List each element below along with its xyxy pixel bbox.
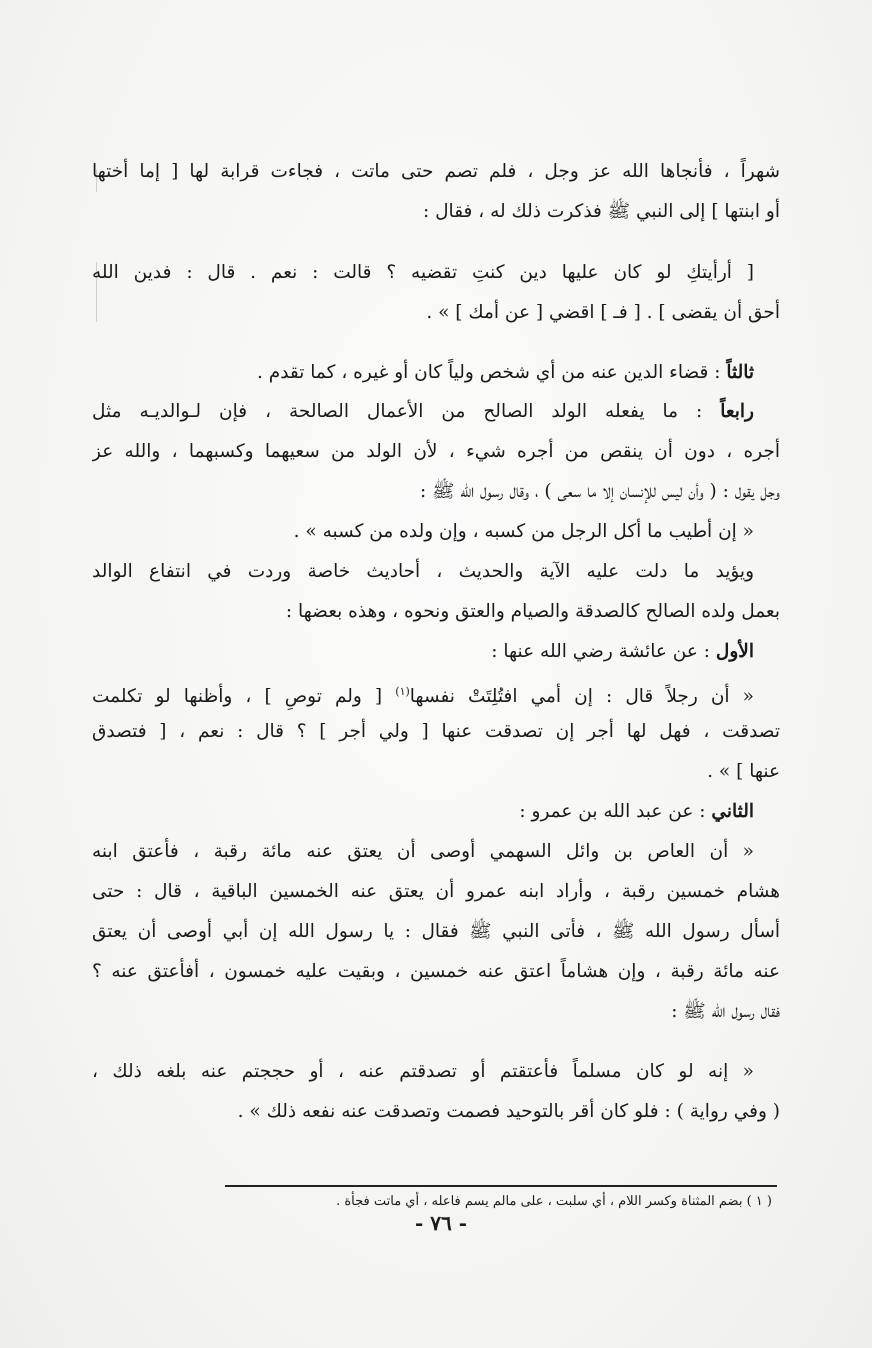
text-line: أجره ، دون أن ينقص من أجره شيء ، لأن الولد من سعيهما وكسبهما ، والله عز <box>92 441 780 462</box>
text-span: : عن عبد الله بن عمرو : <box>519 801 712 822</box>
footnote: ( ١ ) بضم المثناة وكسر اللام ، أي سلبت ، على مالم يسم فاعله ، أي ماتت فجأة . <box>336 1194 772 1209</box>
text-span: : عن عائشة رضي الله عنها : <box>491 641 716 662</box>
paragraph-second <box>92 797 754 827</box>
section-label: رابعاً <box>720 401 754 422</box>
paragraph-third <box>92 358 754 388</box>
text-line: شهراً ، فأنجاها الله عز وجل ، فلم تصم حتى ماتت ، فجاءت قرابة لها [ إما أختها <box>92 161 780 182</box>
text-span: [ ولم توصِ ] ، وأظنها لو تكلمت <box>92 686 383 708</box>
section-label: ثالثاً <box>726 362 754 383</box>
paragraph-first <box>92 637 754 667</box>
text-line: عنها ] » . <box>707 761 780 782</box>
paragraph-fourth <box>92 397 754 427</box>
text-line: فقال رسول الله ﷺ : <box>671 1001 780 1022</box>
text-line: بعمل ولده الصالح كالصدقة والصيام والعتق ونحوه ، وهذه بعضها : <box>285 601 780 622</box>
text-line: هشام خمسين رقبة ، وأراد ابنه عمرو أن يعتق عنه الخمسين الباقية ، قال : حتى <box>92 881 780 902</box>
text-line: « أن العاص بن وائل السهمي أوصى أن يعتق عنه مائة رقبة ، فأعتق ابنه <box>92 841 754 862</box>
text-line: وجل يقول : ( وأن ليس للإنسان إلا ما سعى ) ، وقال رسول الله ﷺ : <box>420 481 780 502</box>
text-span: « أن رجلاً قال : إن أمي افتُلِتَتْ نفسها <box>409 686 754 708</box>
text-line: أحق أن يقضى ] . [ فـ ] اقضي [ عن أمك ] » . <box>426 302 780 323</box>
footnote-ref[interactable]: (١) <box>395 685 410 698</box>
hadith-line <box>92 677 754 712</box>
text-line: ويؤيد ما دلت عليه الآية والحديث ، أحاديث خاصة وردت في انتفاع الوالد <box>92 561 754 582</box>
footnote-rule <box>225 1185 777 1187</box>
text-line: عنه مائة رقبة ، وإن هشاماً اعتق عنه خمسين ، وبقيت عليه خمسون ، أفأعتق عنه ؟ <box>92 961 780 982</box>
section-label: الأول <box>715 641 754 662</box>
text-line: أو ابنتها ] إلى النبي ﷺ فذكرت ذلك له ، فقال : <box>423 201 780 222</box>
text-line: تصدقت ، فهل لها أجر إن تصدقت عنها [ ولي أجر ] ؟ قال : نعم ، [ فتصدق <box>92 721 780 742</box>
page-number: - ٧٦ - <box>414 1211 467 1235</box>
section-label: الثاني <box>711 801 754 822</box>
text-span: : قضاء الدين عنه من أي شخص ولياً كان أو غيره ، كما تقدم . <box>256 362 727 383</box>
text-line: ( وفي رواية ) : فلو كان أقر بالتوحيد فصمت وتصدقت عنه نفعه ذلك » . <box>237 1101 780 1122</box>
hadith-quote: « إن أطيب ما أكل الرجل من كسبه ، وإن ولده من كسبه » . <box>293 521 754 542</box>
hadith-quote: « إنه لو كان مسلماً فأعتقتم أو تصدقتم عنه ، أو حججتم عنه بلغه ذلك ، <box>92 1061 754 1082</box>
text-line: [ أرأيتكِ لو كان عليها دين كنتِ تقضيه ؟ قالت : نعم . قال : فدين الله <box>92 262 754 283</box>
text-span: : ما يفعله الولد الصالح من الأعمال الصالحة ، فإن لـوالديـه مثل <box>92 401 721 422</box>
text-span <box>382 686 395 707</box>
text-line: أسأل رسول الله ﷺ ، فأتى النبي ﷺ فقال : يا رسول الله إن أبي أوصى أن يعتق <box>92 921 780 942</box>
